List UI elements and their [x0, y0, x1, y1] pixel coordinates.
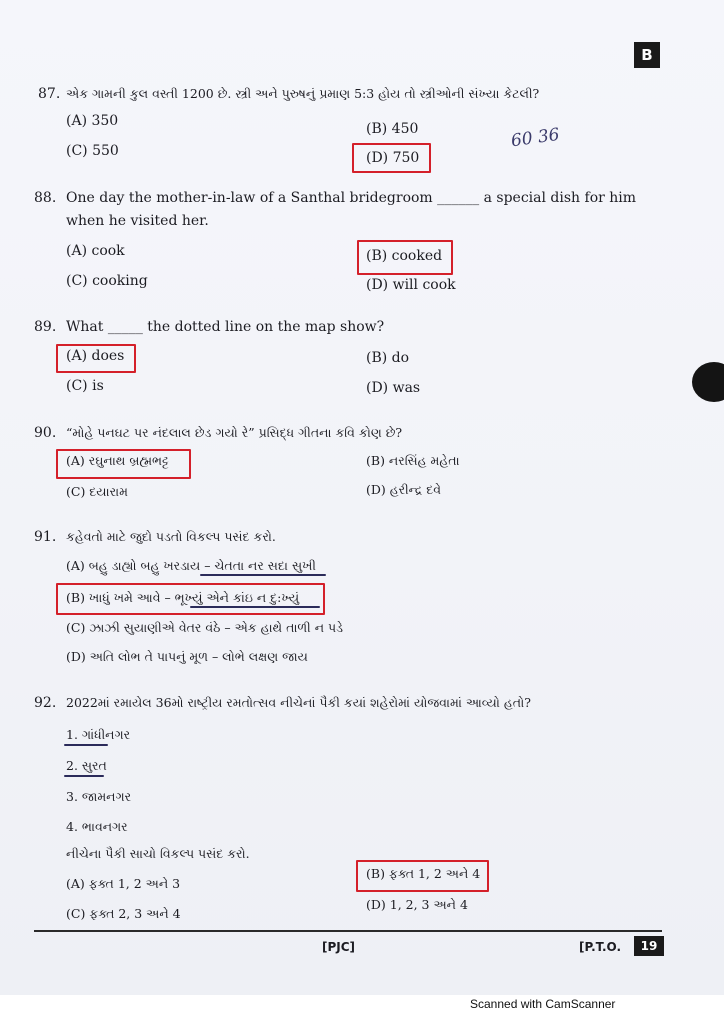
question-92-option-a: (A) ફક્ત 1, 2 અને 3: [66, 876, 181, 891]
pen-underline-92-item1: [64, 744, 108, 746]
question-90-text: “મોહે પનઘટ પર નંદલાલ છેડ ગયો રે” પ્રસિદ્ધ ગીતના કવિ કોણ છે?: [66, 425, 403, 440]
question-92-option-b: (B) ફક્ત 1, 2 અને 4: [366, 866, 481, 881]
question-91-number: 91.: [34, 529, 57, 545]
question-88-option-b: (B) cooked: [366, 248, 443, 264]
question-90-number: 90.: [34, 425, 57, 441]
question-87-option-b: (B) 450: [366, 121, 419, 137]
question-90-option-b: (B) નરસિંહ મહેતા: [366, 453, 460, 468]
question-92-number: 92.: [34, 695, 57, 711]
question-92-option-c: (C) ફક્ત 2, 3 અને 4: [66, 906, 181, 921]
question-88-option-d: (D) will cook: [366, 277, 456, 293]
answer-box-87: [352, 143, 431, 173]
question-88-option-c: (C) cooking: [66, 273, 148, 289]
answer-box-88: [357, 240, 453, 275]
handwritten-note-87: 60 36: [509, 124, 561, 152]
question-89-option-a: (A) does: [66, 348, 125, 364]
footer-rule: [34, 930, 662, 932]
question-89-text: What _____ the dotted line on the map show?: [66, 319, 385, 335]
pen-underline-91b: [190, 606, 320, 608]
question-87-text: એક ગામની કુલ વસ્તી 1200 છે. સ્ત્રી અને પુરુષનું પ્રમાણ 5:3 હોય તો સ્ત્રીઓની સંખ્યા કેટલી?: [66, 86, 540, 101]
scanner-watermark: Scanned with CamScanner: [470, 997, 616, 1011]
question-92-item-4: 4. ભાવનગર: [66, 819, 128, 834]
question-87-number: 87.: [38, 86, 61, 102]
footer-code: [PJC]: [322, 940, 356, 954]
question-89-number: 89.: [34, 319, 57, 335]
question-91-option-d: (D) અતિ લોભ તે પાપનું મૂળ – લોભે લક્ષણ જાય: [66, 649, 308, 664]
question-88-number: 88.: [34, 190, 57, 206]
question-90-option-d: (D) હરીન્દ્ર દવે: [366, 482, 442, 497]
pen-underline-92-item2: [64, 775, 104, 777]
question-92-instruction: નીચેના પૈકી સાચો વિકલ્પ પસંદ કરો.: [66, 846, 250, 861]
footer-pto: [P.T.O.: [579, 940, 622, 954]
question-92-option-d: (D) 1, 2, 3 અને 4: [366, 897, 468, 912]
series-badge: B: [634, 42, 660, 68]
question-91-option-b: (B) ખાધું ખમે આવે – ભૂખ્યું એને કાંઇ ન દુ:ખ્યું: [66, 590, 300, 605]
question-89-option-b: (B) do: [366, 350, 410, 366]
pen-underline-91a: [200, 574, 326, 576]
question-92-item-1: 1. ગાંધીનગર: [66, 727, 131, 742]
question-88-option-a: (A) cook: [66, 243, 125, 259]
page-number: 19: [634, 936, 664, 956]
question-89-option-c: (C) is: [66, 378, 104, 394]
question-87-option-c: (C) 550: [66, 143, 119, 159]
answer-box-92: [356, 860, 489, 892]
question-91-text: કહેવતો માટે જુદો પડતો વિકલ્પ પસંદ કરો.: [66, 529, 276, 544]
question-88-text-line1: One day the mother-in-law of a Santhal bridegroom ______ a special dish for him: [66, 190, 637, 206]
question-90-option-c: (C) દયારામ: [66, 484, 128, 499]
question-92-text: 2022માં રમાયેલ 36મો રાષ્ટ્રીય રમતોત્સવ નીચેનાં પૈકી કયાં શહેરોમાં યોજવામાં આવ્યો હતો?: [66, 695, 531, 710]
answer-box-91: [56, 583, 325, 615]
question-92-item-3: 3. જામનગર: [66, 789, 132, 804]
answer-box-89: [56, 344, 136, 373]
question-90-option-a: (A) રઘુનાથ બ્રહ્મભટ્ટ: [66, 453, 169, 468]
question-87-option-d: (D) 750: [366, 150, 420, 166]
question-87-option-a: (A) 350: [66, 113, 119, 129]
question-88-text-line2: when he visited her.: [66, 213, 209, 229]
answer-box-90: [56, 449, 191, 479]
question-91-option-a: (A) બહુ ડાહ્યો બહુ ખરડાય – ચેતતા નર સદા સુખી: [66, 558, 316, 573]
question-91-option-c: (C) ઝાઝી સુયાણીએ વેતર વંઠે – એક હાથે તાળી ન પડે: [66, 620, 343, 635]
question-92-item-2: 2. સુરત: [66, 758, 107, 773]
question-89-option-d: (D) was: [366, 380, 421, 396]
